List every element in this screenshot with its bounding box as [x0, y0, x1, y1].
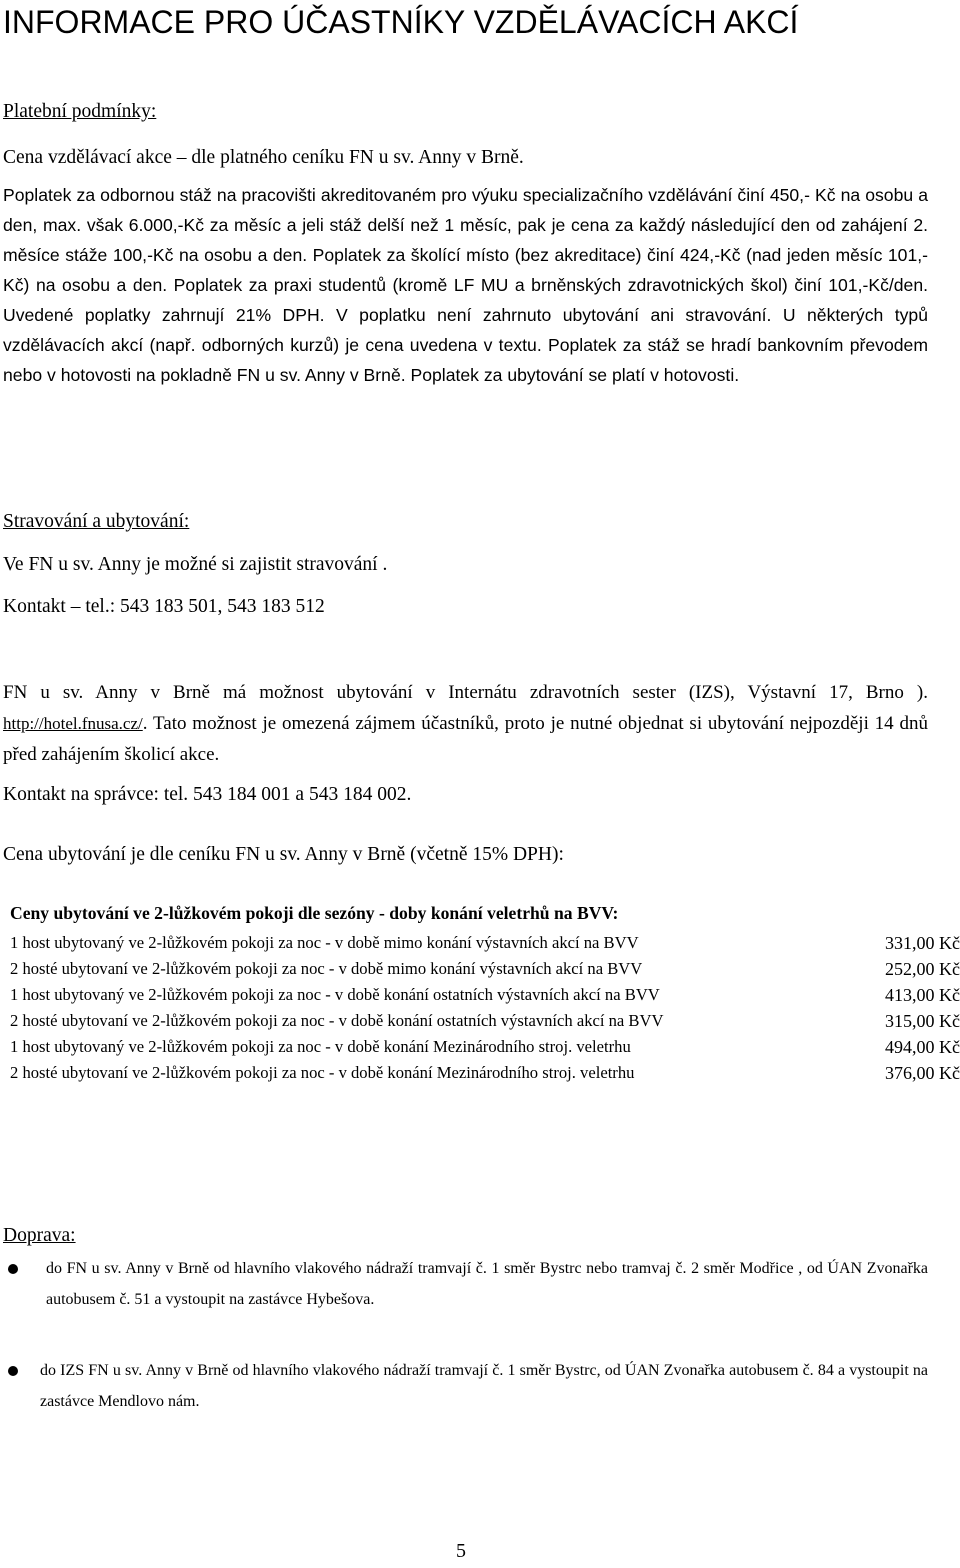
transport-heading: Doprava: [3, 1225, 76, 1246]
bullet-icon [8, 1264, 18, 1274]
page-number: 5 [456, 1540, 466, 1562]
price-label: 2 hosté ubytovaní ve 2-lůžkovém pokoji za noc - v době konání ostatních výstavních akcí na BVV [10, 1011, 664, 1030]
price-row [10, 1034, 960, 1060]
price-row [10, 1060, 960, 1086]
payment-heading: Platební podmínky: [3, 101, 157, 122]
accommodation-heading: Stravování a ubytování: [3, 511, 190, 532]
price-label: 1 host ubytovaný ve 2-lůžkovém pokoji za noc - v době konání ostatních výstavních akcí na BVV [10, 985, 660, 1004]
price-value: 252,00 Kč [885, 959, 960, 979]
payment-price-line: Cena vzdělávací akce – dle platného ceníku FN u sv. Anny v Brně. [3, 147, 524, 168]
admin-contact-line: Kontakt na správce: tel. 543 184 001 a 543 184 002. [3, 784, 412, 805]
bullet-icon [8, 1366, 18, 1376]
price-label: 1 host ubytovaný ve 2-lůžkovém pokoji za noc - v době mimo konání výstavních akcí na BVV [10, 933, 639, 952]
price-label: 1 host ubytovaný ve 2-lůžkovém pokoji za noc - v době konání Mezinárodního stroj. veletrhu [10, 1037, 631, 1056]
price-table [10, 930, 960, 1086]
page-title: INFORMACE PRO ÚČASTNÍKY VZDĚLÁVACÍCH AKCÍ [3, 4, 799, 40]
price-note-line: Cena ubytování je dle ceníku FN u sv. Anny v Brně (včetně 15% DPH): [3, 844, 564, 865]
payment-paragraph: Poplatek za odbornou stáž na pracovišti akreditovaném pro výuku specializačního vzdělávání činí 450,- Kč na osobu a den, max. však 6.000,-Kč za měsíc a jeli stáž delší než 1 měsíc, pak je cena za každý následující den od zahájení 2. měsíce stáže 100,-Kč na osobu a den. Poplatek za školící místo (bez akreditace) činí 424,-Kč (nad jeden měsíc 101,- Kč) na osobu a den. Poplatek za praxi studentů (kromě LF MU a brněnských zdravotnických škol) činí 101,-Kč/den. Uvedené poplatky zahrnují 21% DPH. V poplatku není zahrnuto ubytování ani stravování. U některých typů vzdělávacích akcí (např. odborných kurzů) je cena uvedena v textu. Poplatek za stáž se hradí bankovním převodem nebo v hotovosti na pokladně FN u sv. Anny v Brně. Poplatek za ubytování se platí v hotovosti. [3, 185, 928, 385]
price-row [10, 1008, 960, 1034]
price-row [10, 982, 960, 1008]
accommodation-info: FN u sv. Anny v Brně má možnost ubytování v Internátu zdravotních sester (IZS), Výstavní 17, Brno ). http://hotel.fnusa.cz/. Tato možnost je omezená zájmem účastníků, proto je nutné objednat si ubytování nejpozději 14 dnů před zahájením školicí akce. [3, 682, 928, 765]
price-label: 2 hosté ubytovaní ve 2-lůžkovém pokoji za noc - v době konání Mezinárodního stroj. veletrhu [10, 1063, 635, 1082]
price-row [10, 956, 960, 982]
price-value: 331,00 Kč [885, 933, 960, 953]
transport-text: do IZS FN u sv. Anny v Brně od hlavního vlakového nádraží tramvají č. 1 směr Bystrc, od ÚAN Zvonařka autobusem č. 84 a vystoupit na zastávce Mendlovo nám. [40, 1362, 928, 1410]
transport-text: do FN u sv. Anny v Brně od hlavního vlakového nádraží tramvají č. 1 směr Bystrc nebo tramvaj č. 2 směr Modřice , od ÚAN Zvonařka autobusem č. 51 a vystoupit na zastávce Hybešova. [46, 1260, 928, 1308]
price-value: 413,00 Kč [885, 985, 960, 1005]
price-row [10, 930, 960, 956]
price-value: 315,00 Kč [885, 1011, 960, 1031]
price-label: 2 hosté ubytovaní ve 2-lůžkovém pokoji za noc - v době mimo konání výstavních akcí na BVV [10, 959, 643, 978]
meals-line: Ve FN u sv. Anny je možné si zajistit stravování . [3, 554, 388, 575]
meals-contact-line: Kontakt – tel.: 543 183 501, 543 183 512 [3, 596, 325, 617]
price-table-heading: Ceny ubytování ve 2-lůžkovém pokoji dle sezóny - doby konání veletrhů na BVV: [10, 903, 619, 923]
hotel-link[interactable]: http://hotel.fnusa.cz/ [3, 714, 143, 733]
price-value: 376,00 Kč [885, 1063, 960, 1083]
price-value: 494,00 Kč [885, 1037, 960, 1057]
